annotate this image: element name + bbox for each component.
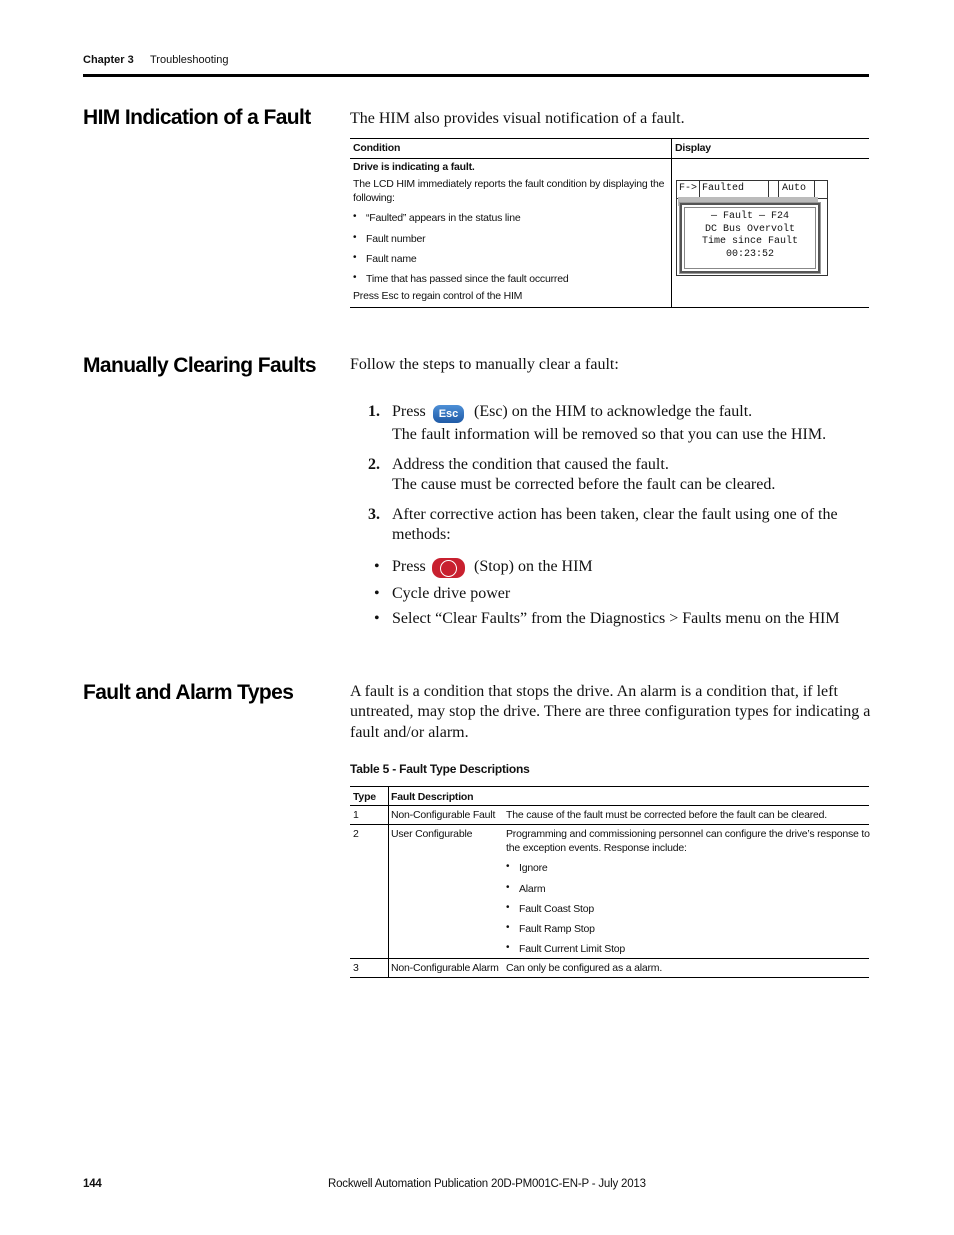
publication-info: Rockwell Automation Publication 20D-PM001C-EN-P - July 2013 — [328, 1178, 646, 1190]
condition-text-2: following: — [353, 192, 395, 204]
step2-text: Address the condition that caused the fault. — [392, 456, 669, 473]
him-popup-content — [684, 207, 816, 269]
row-desc: Can only be configured as a alarm. — [506, 962, 663, 974]
bullet-dot: • — [374, 558, 380, 575]
condition-title: Drive is indicating a fault. — [353, 161, 475, 173]
step2-subtext: The cause must be corrected before the fault can be cleared. — [392, 476, 776, 493]
step3-text-1: After corrective action has been taken, clear the fault using one of the — [392, 506, 838, 523]
bullet-dot: • — [353, 272, 357, 283]
list-item: Alarm — [519, 883, 546, 895]
list-item: Fault Current Limit Stop — [519, 943, 626, 955]
him-time-label: Time since Fault — [701, 236, 798, 247]
fault-table-rule — [350, 824, 869, 825]
heading-manually-clearing: Manually Clearing Faults — [83, 354, 316, 377]
him-intro-text: The HIM also provides visual notification of a fault. — [350, 110, 685, 127]
step1-press: Press — [392, 403, 426, 420]
list-item: Ignore — [519, 862, 548, 874]
him-status-auto: Auto — [782, 183, 807, 194]
bullet-dot: • — [506, 942, 510, 953]
row-name: Non-Configurable Fault — [391, 809, 496, 821]
row-name: Non-Configurable Alarm — [391, 962, 499, 974]
step3-text-2: methods: — [392, 526, 451, 543]
him-separator — [814, 181, 815, 198]
bullet-dot: • — [353, 232, 357, 243]
list-item: “Faulted” appears in the status line — [366, 212, 521, 224]
step-number: 1. — [368, 403, 380, 420]
col-type: Type — [353, 791, 376, 803]
step-number: 2. — [368, 456, 380, 473]
table-divider — [671, 139, 672, 307]
row-desc: The cause of the fault must be corrected before the fault can be cleared. — [506, 809, 828, 821]
condition-text-1: The LCD HIM immediately reports the fault condition by displaying the — [353, 178, 665, 190]
row-type: 1 — [353, 809, 359, 821]
table-caption: Table 5 - Fault Type Descriptions — [350, 762, 530, 776]
col-display: Display — [675, 142, 711, 154]
fault-table-rule — [350, 977, 869, 978]
method1-text: (Stop) on the HIM — [474, 558, 593, 575]
step-number: 3. — [368, 506, 380, 523]
fault-table-divider — [388, 786, 389, 978]
bullet-dot: • — [353, 252, 357, 263]
table-header-row — [350, 139, 869, 159]
fault-para-1: A fault is a condition that stops the drive. An alarm is a condition that, if left — [350, 683, 838, 700]
step1-text: (Esc) on the HIM to acknowledge the fault. — [474, 403, 753, 420]
him-status-direction: F-> — [679, 183, 698, 194]
him-separator — [699, 181, 700, 198]
him-fault-number: — Fault — F24 — [710, 211, 789, 222]
method1-press: Press — [392, 558, 426, 575]
fault-para-2: untreated, may stop the drive. There are three configuration types for indicating a — [350, 703, 871, 720]
header-rule — [83, 74, 869, 77]
bullet-dot: • — [506, 882, 510, 893]
fault-table-top-rule — [350, 786, 869, 787]
chapter-label: Chapter 3 — [83, 54, 134, 66]
bullet-dot: • — [353, 211, 357, 222]
row-type: 3 — [353, 962, 359, 974]
bullet-dot: • — [374, 585, 380, 602]
bullet-dot: • — [506, 902, 510, 913]
method3-text: Select “Clear Faults” from the Diagnostics > Faults menu on the HIM — [392, 610, 840, 627]
him-separator — [768, 181, 769, 198]
list-item: Fault Coast Stop — [519, 903, 595, 915]
fault-para-3: fault and/or alarm. — [350, 724, 469, 741]
row-desc-2: the exception events. Response include: — [506, 842, 687, 854]
stop-key-icon — [432, 558, 465, 578]
fault-table-rule — [350, 958, 869, 959]
list-item: Fault number — [366, 233, 426, 245]
condition-footer: Press Esc to regain control of the HIM — [353, 290, 523, 302]
him-fault-name: DC Bus Overvolt — [704, 223, 795, 235]
him-separator — [778, 181, 779, 198]
method2-text: Cycle drive power — [392, 585, 511, 602]
him-status-faulted: Faulted — [702, 183, 745, 194]
clearing-intro: Follow the steps to manually clear a fault: — [350, 356, 619, 373]
page-number: 144 — [83, 1178, 102, 1190]
step1-subtext: The fault information will be removed so that you can use the HIM. — [392, 426, 827, 443]
list-item: Fault Ramp Stop — [519, 923, 595, 935]
him-time-value: 00:23:52 — [725, 248, 774, 260]
bullet-dot: • — [506, 922, 510, 933]
list-item: Time that has passed since the fault occurred — [366, 273, 569, 285]
col-condition: Condition — [353, 142, 401, 154]
heading-fault-alarm-types: Fault and Alarm Types — [83, 681, 294, 704]
fault-table-rule — [350, 805, 869, 806]
esc-key-icon: Esc — [433, 405, 464, 423]
row-name: User Configurable — [391, 828, 473, 840]
bullet-dot: • — [374, 610, 380, 627]
him-fault-popup — [680, 203, 820, 273]
bullet-dot: • — [506, 861, 510, 872]
row-desc-1: Programming and commissioning personnel can configure the drive’s response to — [506, 828, 870, 840]
chapter-title: Troubleshooting — [150, 54, 229, 66]
list-item: Fault name — [366, 253, 417, 265]
row-type: 2 — [353, 828, 359, 840]
heading-him-indication: HIM Indication of a Fault — [83, 106, 311, 129]
col-fault-description: Fault Description — [391, 791, 474, 803]
